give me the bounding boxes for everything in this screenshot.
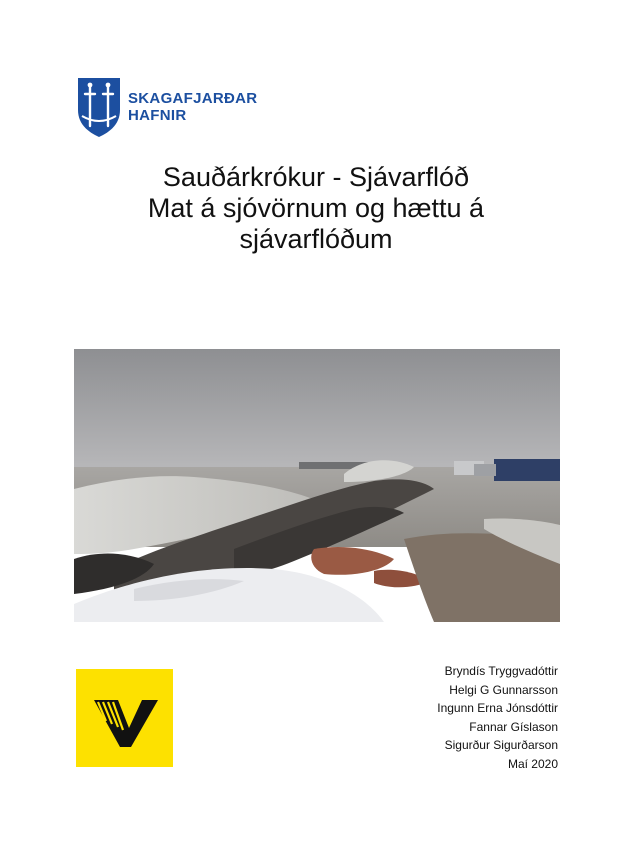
title-line-3: sjávarflóðum	[239, 224, 393, 254]
company-logo	[76, 669, 173, 767]
report-title	[96, 162, 536, 255]
author-list	[437, 662, 558, 774]
stormy-sea-breakwater-photo	[74, 349, 560, 622]
author-name: Fannar Gíslason	[469, 719, 558, 734]
skagafjardar-hafnir-logo	[76, 76, 276, 140]
title-line-1: Sauðárkrókur - Sjávarflóð	[162, 162, 470, 192]
author-name: Bryndís Tryggvadóttir	[444, 664, 558, 678]
title-line-2: Mat á sjóvörnum og hættu á	[147, 193, 485, 223]
author-name: Sigurður Sigurðarson	[444, 738, 558, 753]
logo-line-2: HAFNIR	[128, 107, 187, 124]
logo-line-1: SKAGAFJARÐAR	[128, 90, 258, 107]
author-name: Helgi G Gunnarsson	[449, 682, 558, 697]
author-name: Ingunn Erna Jónsdóttir	[437, 701, 558, 716]
yellow-v-stripes-icon	[76, 669, 173, 767]
report-date: Maí 2020	[507, 756, 558, 771]
shield-with-swords-icon	[76, 76, 122, 138]
